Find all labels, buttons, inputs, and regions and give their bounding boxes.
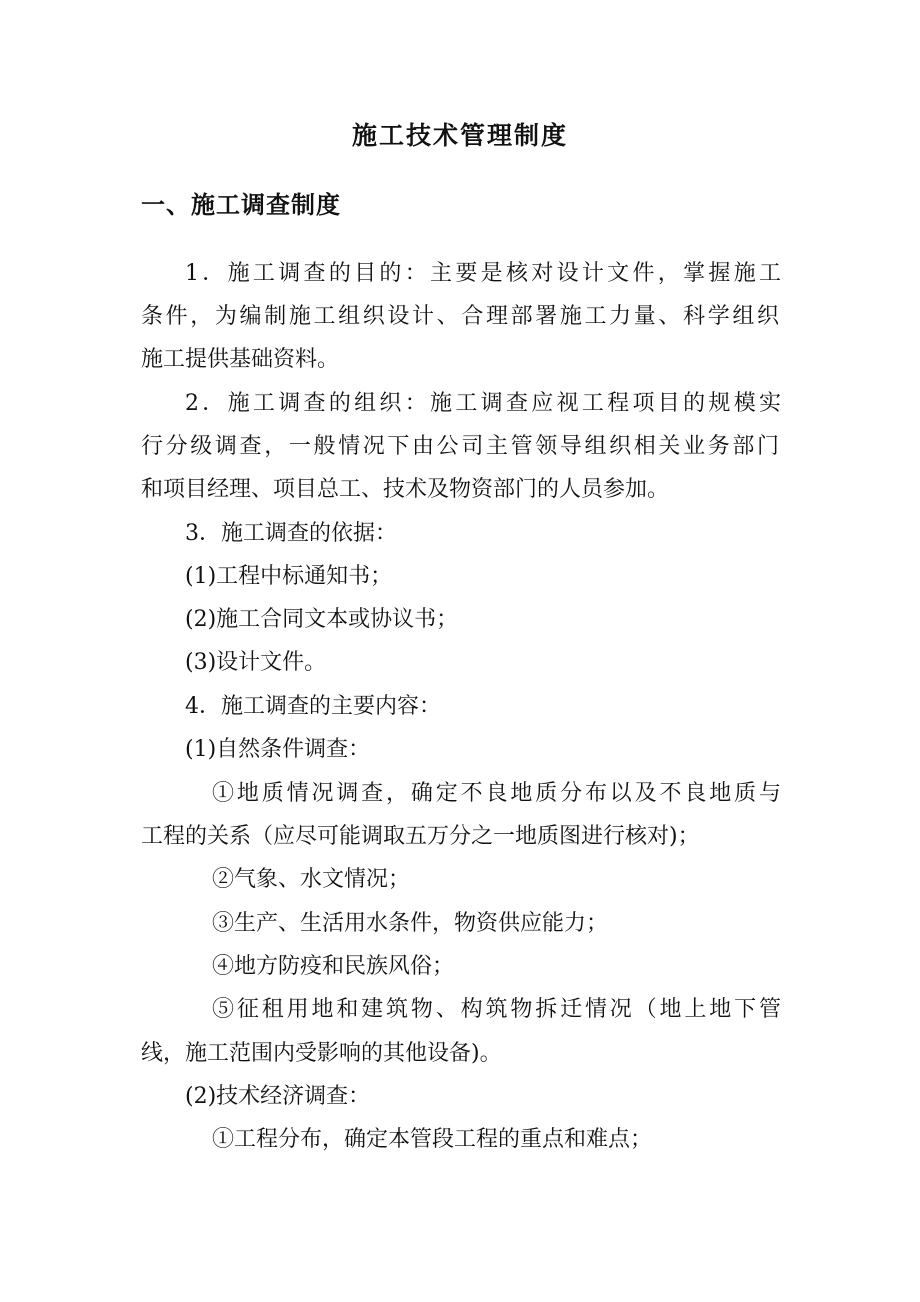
- list-item: ①地质情况调查，确定不良地质分布以及不良地质与: [212, 781, 781, 806]
- paragraph-line: 工程的关系（应尽可能调取五万分之一地质图进行核对)；: [141, 824, 700, 849]
- list-item: (2)技术经济调查：: [185, 1084, 371, 1109]
- paragraph-line: 行分级调查，一般情况下由公司主管领导组织相关业务部门: [141, 434, 779, 459]
- paragraph-line: 2．施工调查的组织：施工调查应视工程项目的规模实: [185, 391, 781, 416]
- paragraph-line: 条件，为编制施工组织设计、合理部署施工力量、科学组织: [141, 304, 779, 329]
- paragraph-line: 施工提供基础资料。: [141, 347, 340, 372]
- section-heading: 一、施工调查制度: [141, 190, 341, 219]
- paragraph-line: 4．施工调查的主要内容：: [185, 694, 441, 719]
- document-title: 施工技术管理制度: [351, 121, 568, 150]
- list-item: ④地方防疫和民族风俗；: [212, 954, 455, 979]
- list-item: (1)工程中标通知书；: [185, 564, 393, 589]
- list-item: ③生产、生活用水条件，物资供应能力；: [212, 911, 609, 936]
- list-item: (2)施工合同文本或协议书；: [185, 607, 459, 632]
- paragraph-line: 线，施工范围内受影响的其他设备)。: [141, 1041, 502, 1066]
- paragraph-line: 和项目经理、项目总工、技术及物资部门的人员参加。: [141, 477, 670, 502]
- paragraph-line: 1．施工调查的目的：主要是核对设计文件，掌握施工: [185, 261, 781, 286]
- paragraph-line: 3．施工调查的依据：: [185, 521, 397, 546]
- list-item: (3)设计文件。: [185, 650, 327, 675]
- list-item: ②气象、水文情况；: [212, 867, 411, 892]
- list-item: ①工程分布，确定本管段工程的重点和难点；: [212, 1127, 653, 1152]
- list-item: ⑤征租用地和建筑物、构筑物拆迁情况（地上地下管: [212, 997, 781, 1022]
- list-item: (1)自然条件调查：: [185, 737, 371, 762]
